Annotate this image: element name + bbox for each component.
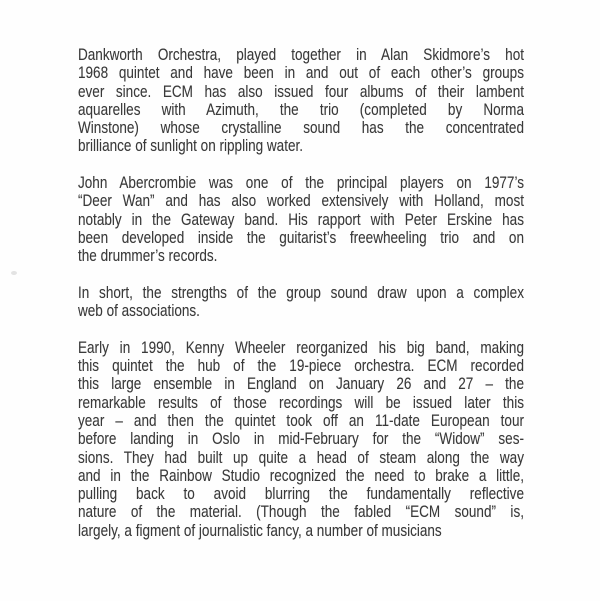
scan-artifact-speck	[11, 271, 17, 275]
text-line: remarkable results of those recordings will be issued later this	[78, 392, 524, 412]
text-line: sions. They had built up quite a head of steam along the way	[78, 447, 524, 467]
text-line: Early in 1990, Kenny Wheeler reorganized his big band, making	[78, 337, 524, 357]
text-line: largely, a figment of journalistic fancy, a number of musicians	[78, 520, 442, 540]
liner-notes-text	[78, 46, 524, 540]
text-line: year – and then the quintet took off an 11-date European tour	[78, 410, 524, 430]
text-line: Dankworth Orchestra, played together in Alan Skidmore’s hot	[78, 45, 524, 64]
paragraph	[78, 174, 524, 265]
text-line: web of associations.	[78, 301, 200, 321]
text-line: Winstone) whose crystalline sound has the concentrated	[78, 118, 524, 138]
text-line: before landing in Oslo in mid-February for the “Widow” ses-	[78, 429, 524, 449]
text-line: this quintet the hub of the 19-piece orchestra. ECM recorded	[78, 356, 524, 376]
paragraph	[78, 339, 524, 540]
text-line: “Deer Wan” and has also worked extensively with Holland, most	[78, 191, 524, 211]
text-line: aquarelles with Azimuth, the trio (completed by Norma	[78, 99, 524, 119]
text-line: John Abercrombie was one of the principal players on 1977’s	[78, 173, 524, 193]
paragraph	[78, 284, 524, 321]
text-line: ever since. ECM has also issued four albums of their lambent	[78, 81, 524, 101]
text-line: the drummer’s records.	[78, 246, 218, 266]
text-line: pulling back to avoid blurring the fundamentally reflective	[78, 484, 524, 504]
text-line: notably in the Gateway band. His rapport with Peter Erskine has	[78, 209, 524, 229]
text-line: brilliance of sunlight on rippling water.	[78, 136, 304, 156]
text-line: In short, the strengths of the group sound draw upon a complex	[78, 282, 524, 302]
paragraph	[78, 46, 524, 156]
text-line: been developed inside the guitarist’s freewheeling trio and on	[78, 227, 524, 247]
text-line: nature of the material. (Though the fabled “ECM sound” is,	[78, 502, 524, 522]
text-line: and in the Rainbow Studio recognized the need to brake a little,	[78, 465, 524, 485]
text-line: this large ensemble in England on January 26 and 27 – the	[78, 374, 524, 394]
text-line: 1968 quintet and have been in and out of each other’s groups	[78, 63, 524, 83]
